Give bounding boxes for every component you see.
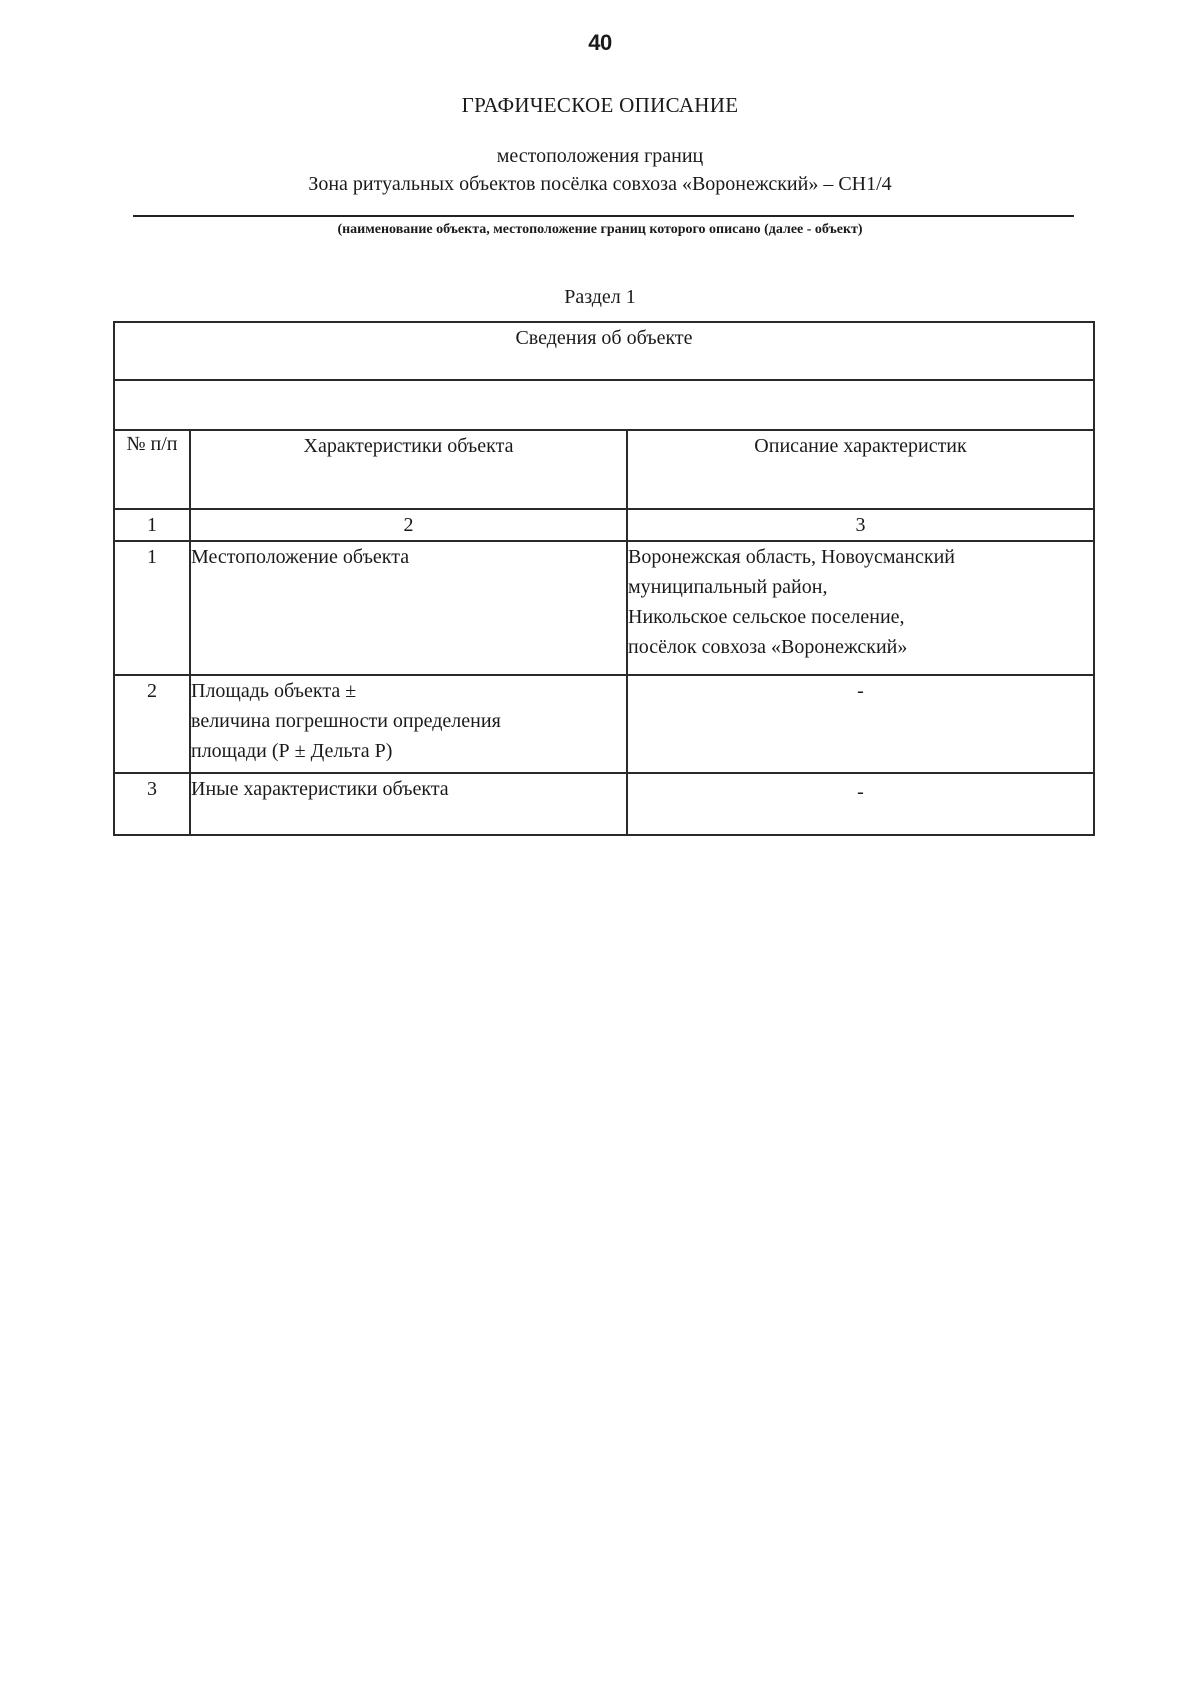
underline-rule bbox=[133, 215, 1074, 217]
row-characteristic bbox=[190, 773, 627, 835]
column-index-2: 2 bbox=[190, 509, 627, 541]
column-header-characteristics: Характеристики объекта bbox=[190, 430, 627, 509]
description-line: Никольское сельское поселение, bbox=[628, 606, 905, 628]
table-header-row bbox=[114, 322, 1094, 380]
row-number: 2 bbox=[114, 675, 190, 773]
subtitle-line-2: Зона ритуальных объектов посёлка совхоза «Воронежский» – СН1/4 bbox=[308, 173, 892, 195]
characteristic-line: Местоположение объекта bbox=[191, 546, 410, 568]
characteristic-line: величина погрешности определения bbox=[191, 710, 501, 732]
row-description: - bbox=[627, 773, 1094, 835]
table-header-cell: Сведения об объекте bbox=[114, 322, 1094, 380]
characteristic-line: Иные характеристики объекта bbox=[191, 778, 449, 800]
table-row bbox=[114, 675, 1094, 773]
column-index-3: 3 bbox=[627, 509, 1094, 541]
empty-cell bbox=[114, 380, 1094, 430]
section-heading: Раздел 1 bbox=[564, 286, 636, 308]
table-empty-row bbox=[114, 380, 1094, 430]
document-title: ГРАФИЧЕСКОЕ ОПИСАНИЕ bbox=[461, 93, 739, 117]
row-characteristic bbox=[190, 675, 627, 773]
page-number: 40 bbox=[588, 30, 612, 55]
row-description: - bbox=[627, 675, 1094, 773]
description-line: посёлок совхоза «Воронежский» bbox=[628, 636, 908, 658]
object-caption: (наименование объекта, местоположение границ которого описано (далее - объект) bbox=[337, 222, 863, 237]
row-description bbox=[627, 541, 1094, 675]
column-index-1: 1 bbox=[114, 509, 190, 541]
description-line: муниципальный район, bbox=[628, 576, 828, 598]
characteristic-line: площади (Р ± Дельта Р) bbox=[191, 740, 393, 762]
row-characteristic bbox=[190, 541, 627, 675]
description-line: Воронежская область, Новоусманский bbox=[628, 546, 955, 568]
table-row bbox=[114, 773, 1094, 835]
column-header-description: Описание характеристик bbox=[627, 430, 1094, 509]
object-info-table bbox=[113, 321, 1095, 836]
column-header-number: № п/п bbox=[114, 430, 190, 509]
column-headers-row bbox=[114, 430, 1094, 509]
characteristic-line: Площадь объекта ± bbox=[191, 680, 357, 702]
row-number: 1 bbox=[114, 541, 190, 675]
column-index-row bbox=[114, 509, 1094, 541]
table-row bbox=[114, 541, 1094, 675]
row-number: 3 bbox=[114, 773, 190, 835]
subtitle-line-1: местоположения границ bbox=[496, 145, 704, 167]
